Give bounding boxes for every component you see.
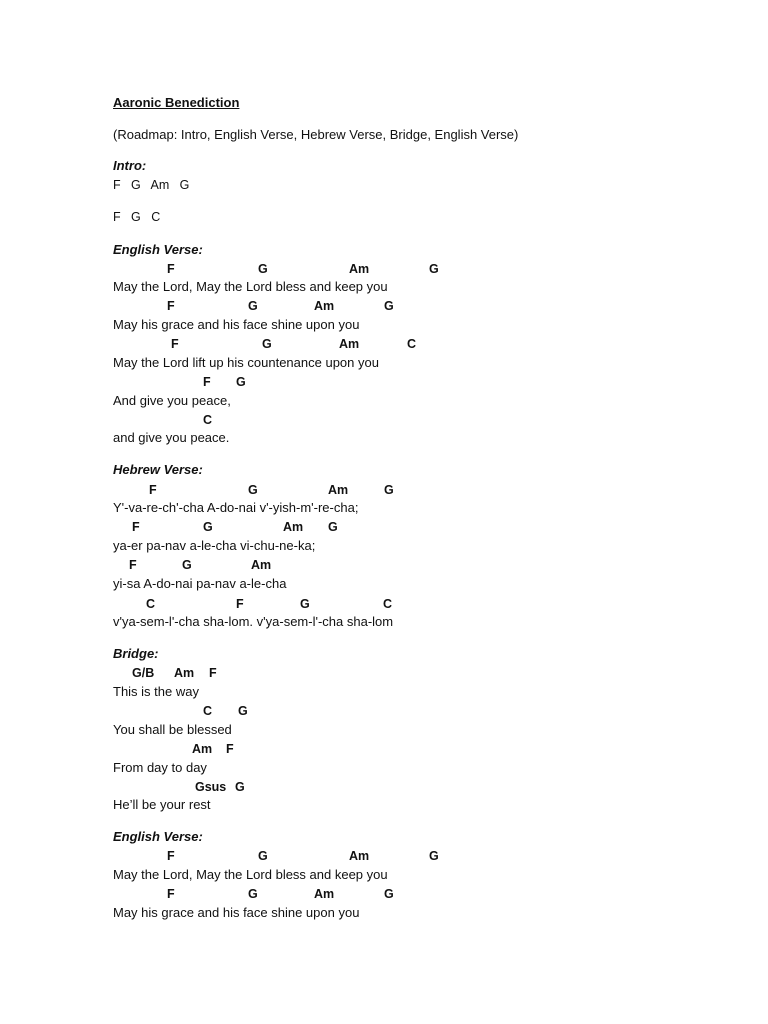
chord: F xyxy=(236,597,244,611)
chord: G xyxy=(258,849,268,863)
chord: G xyxy=(300,597,310,611)
chord: Am xyxy=(251,558,272,572)
chord: F xyxy=(149,483,157,497)
chord: Am xyxy=(314,887,335,901)
chord: G xyxy=(248,887,258,901)
chord: F xyxy=(203,375,211,389)
english-verse-2-heading: English Verse: xyxy=(113,829,203,844)
bridge-heading: Bridge: xyxy=(113,646,159,661)
lyric-line: ya-er pa-nav a-le-cha vi-chu-ne-ka; xyxy=(113,538,316,553)
lyric-line: From day to day xyxy=(113,760,207,775)
chord: Am xyxy=(174,666,195,680)
lyric-line: May the Lord, May the Lord bless and keep you xyxy=(113,279,388,294)
chord: G xyxy=(182,558,192,572)
intro-chord-line-2: F G C xyxy=(113,210,161,224)
lyric-line: And give you peace, xyxy=(113,393,231,408)
lyric-line: v'ya-sem-l'-cha sha-lom. v'ya-sem-l'-cha sha-lom xyxy=(113,614,394,629)
lyric-line: May the Lord, May the Lord bless and keep you xyxy=(113,867,388,882)
lyric-line: You shall be blessed xyxy=(113,722,232,737)
chord: F xyxy=(209,666,217,680)
chord: G xyxy=(384,887,394,901)
chord: C xyxy=(146,597,156,611)
chord: Am xyxy=(192,742,213,756)
chord: Am xyxy=(328,483,349,497)
english-verse-heading: English Verse: xyxy=(113,242,203,257)
chord: G xyxy=(328,520,338,534)
chord: G xyxy=(429,262,439,276)
lyric-line: Y'-va-re-ch'-cha A-do-nai v'-yish-m'-re-cha; xyxy=(113,500,359,515)
chord: F xyxy=(226,742,234,756)
chord: G/B xyxy=(132,666,155,680)
lyric-line: and give you peace. xyxy=(113,430,230,445)
chord: Am xyxy=(349,262,370,276)
chord: G xyxy=(258,262,268,276)
chord: F xyxy=(167,887,175,901)
lyric-line: yi-sa A-do-nai pa-nav a-le-cha xyxy=(113,576,287,591)
chord: G xyxy=(248,299,258,313)
chord: Am xyxy=(339,337,360,351)
chord: F xyxy=(171,337,179,351)
intro-heading: Intro: xyxy=(113,158,147,173)
lyric-line: He’ll be your rest xyxy=(113,797,211,812)
chord: G xyxy=(203,520,213,534)
chord: F xyxy=(129,558,137,572)
chord: C xyxy=(203,413,213,427)
chord: G xyxy=(248,483,258,497)
chord: C xyxy=(407,337,417,351)
chord: C xyxy=(383,597,393,611)
chord: F xyxy=(132,520,140,534)
chord: Am xyxy=(349,849,370,863)
song-title: Aaronic Benediction xyxy=(113,95,240,110)
chord: F xyxy=(167,849,175,863)
chord: G xyxy=(384,299,394,313)
lyric-line: May the Lord lift up his countenance upon you xyxy=(113,355,379,370)
intro-chord-line-1: F G Am G xyxy=(113,178,190,192)
chord: F xyxy=(167,262,175,276)
roadmap: (Roadmap: Intro, English Verse, Hebrew Verse, Bridge, English Verse) xyxy=(113,127,519,142)
lyric-line: This is the way xyxy=(113,684,199,699)
chord: Am xyxy=(314,299,335,313)
chord: Gsus xyxy=(195,780,227,794)
chord: G xyxy=(236,375,246,389)
chord: C xyxy=(203,704,213,718)
chord: G xyxy=(238,704,248,718)
chord: Am xyxy=(283,520,304,534)
lyric-line: May his grace and his face shine upon you xyxy=(113,317,360,332)
chord: G xyxy=(384,483,394,497)
hebrew-verse-heading: Hebrew Verse: xyxy=(113,462,203,477)
chord: G xyxy=(235,780,245,794)
chord: F xyxy=(167,299,175,313)
lyric-line: May his grace and his face shine upon you xyxy=(113,905,360,920)
chord: G xyxy=(429,849,439,863)
chord: G xyxy=(262,337,272,351)
